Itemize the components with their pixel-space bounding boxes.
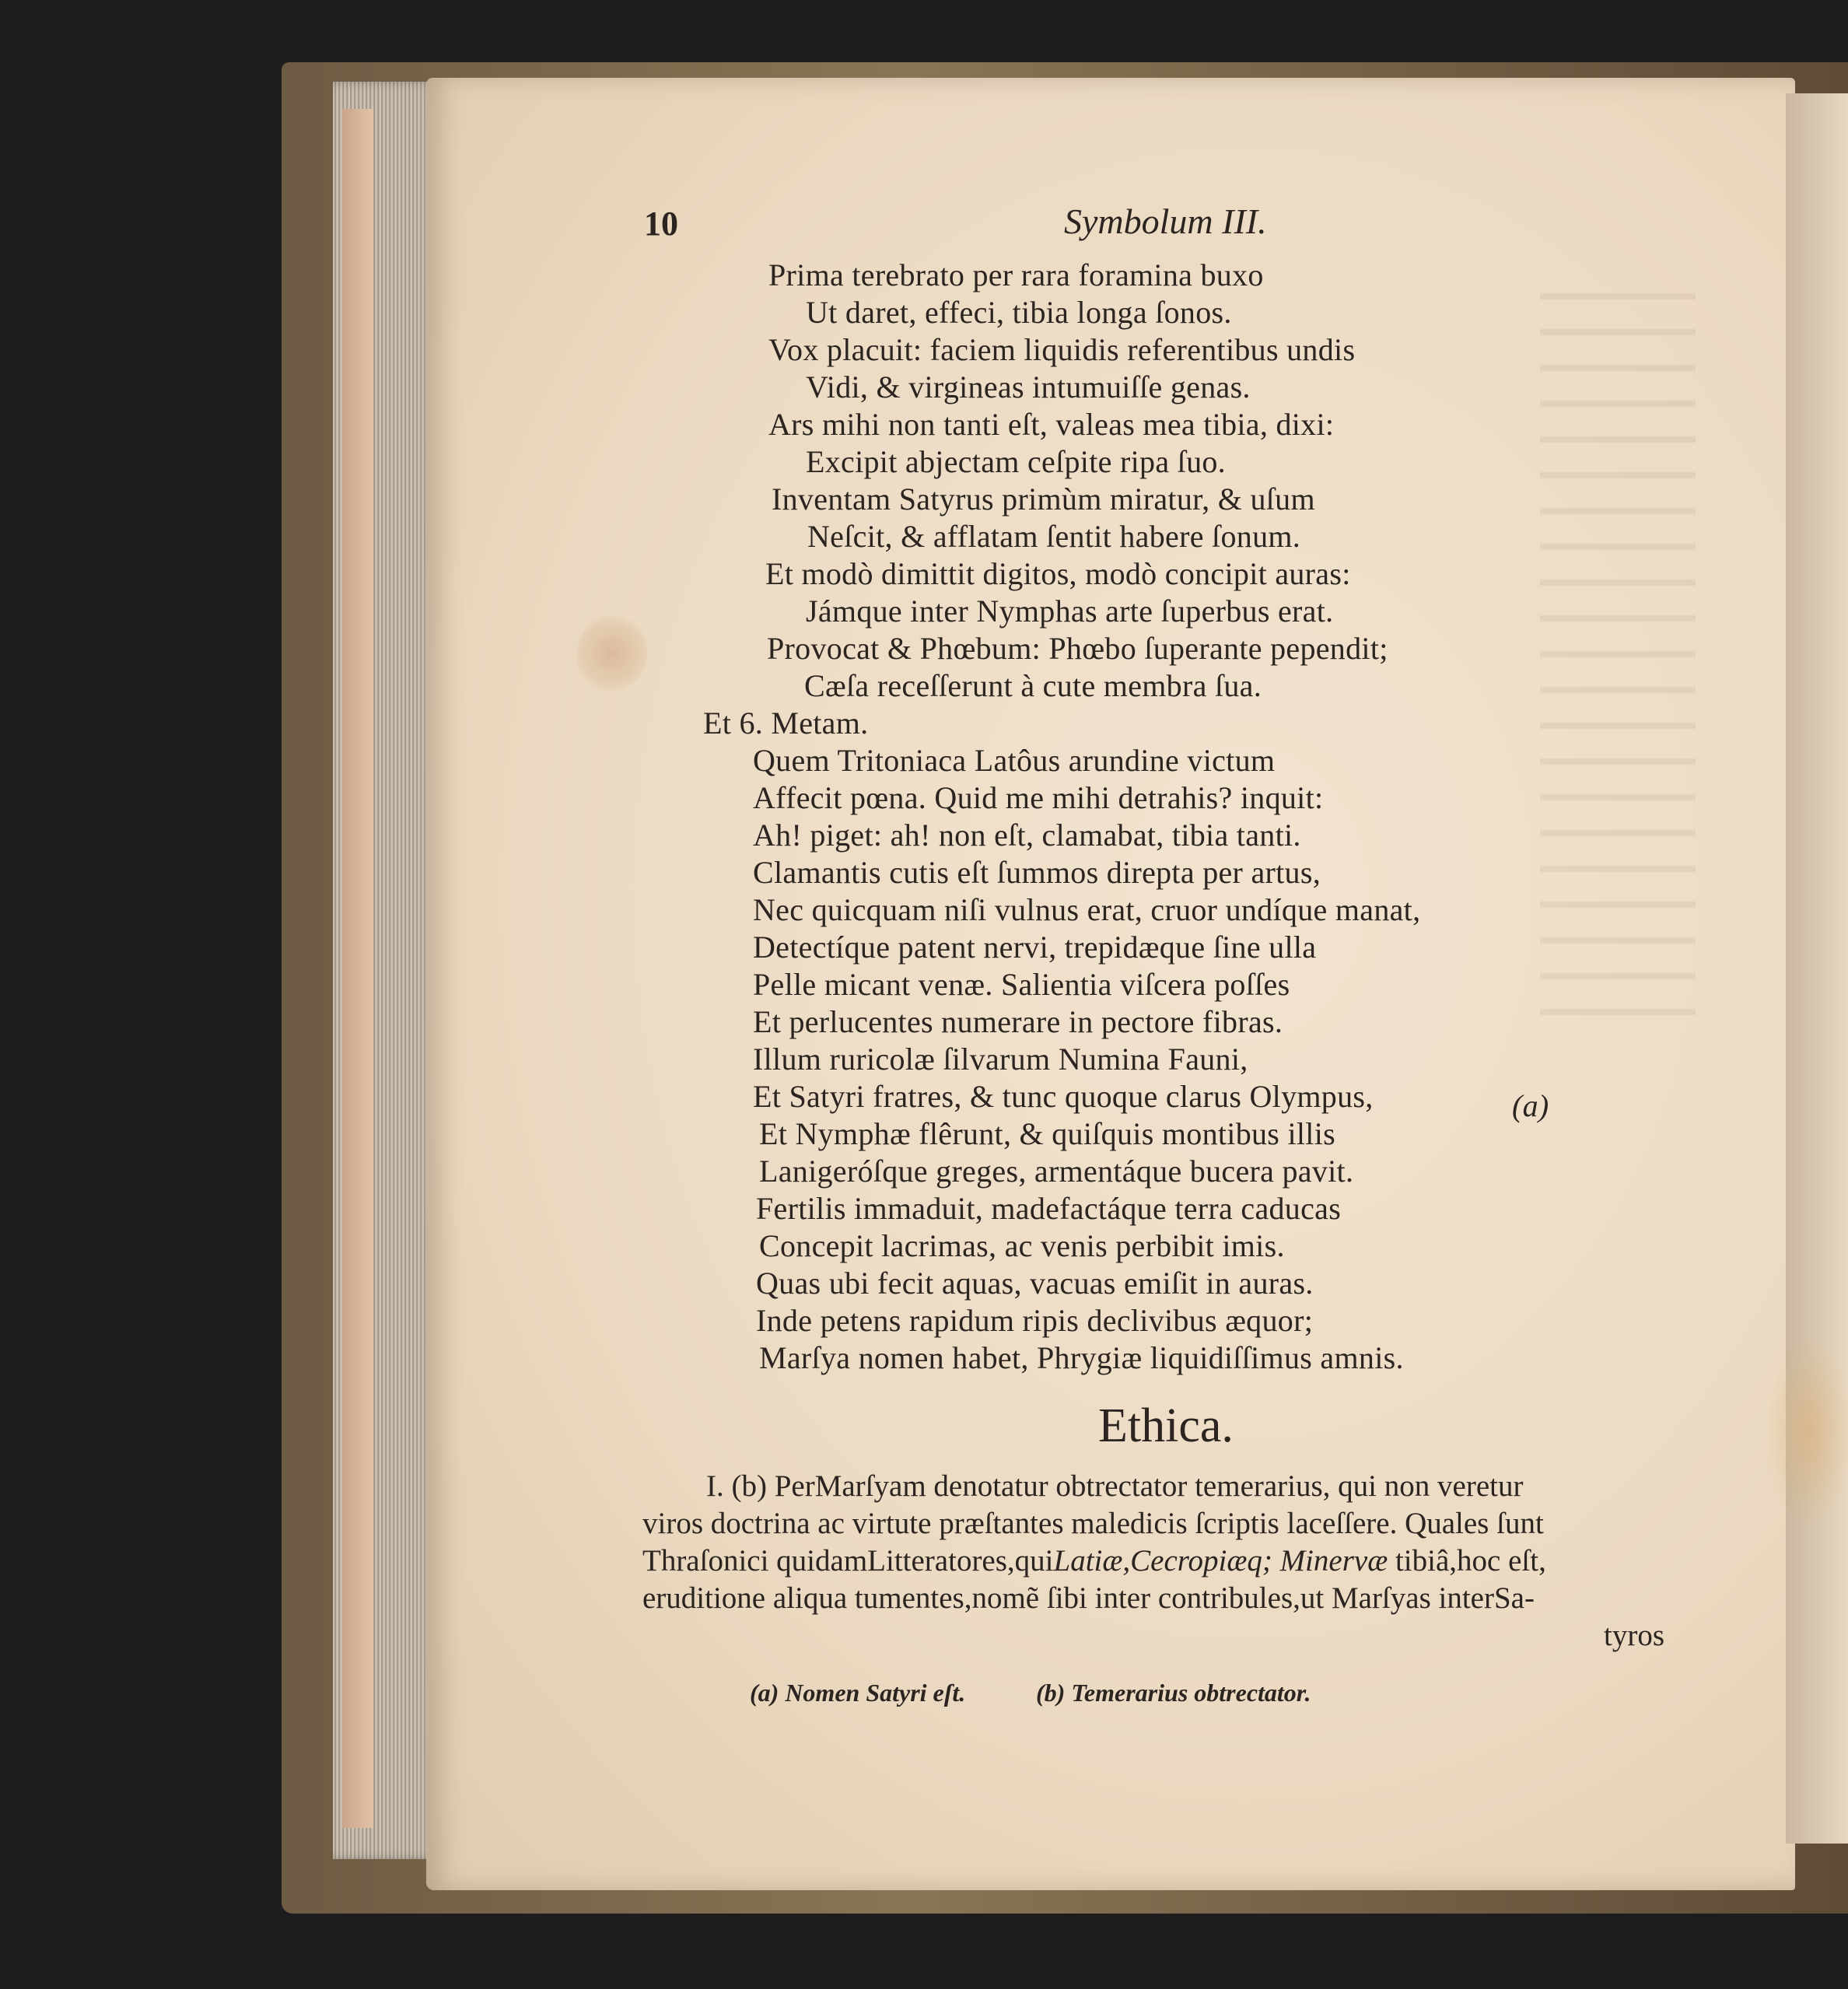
verse-line: Quem Tritoniaca Latôus arundine victum: [753, 743, 1276, 778]
verse-line: Clamantis cutis eſt ſummos direpta per artus,: [753, 855, 1321, 890]
verse-line: Lanigeróſque greges, armentáque bucera pavit.: [759, 1154, 1354, 1189]
verse-line: Quas ubi fecit aquas, vacuas emiſit in auras.: [756, 1266, 1314, 1301]
verse-line: Ars mihi non tanti eſt, valeas mea tibia, dixi:: [768, 407, 1335, 442]
verse-line: Jámque inter Nymphas arte ſuperbus erat.: [806, 594, 1334, 629]
verse-line: Excipit abjectam ceſpite ripa ſuo.: [806, 444, 1226, 479]
prose-text: Thraſonici quidamLitteratores,qui: [642, 1544, 1054, 1578]
verse-line: Pelle micant venæ. Salientia viſcera poſſes: [753, 967, 1290, 1002]
verse-line: Inde petens rapidum ripis declivibus æquor;: [756, 1303, 1314, 1338]
page-number: 10: [644, 205, 678, 243]
paper-stain: [1766, 1338, 1848, 1525]
prose-line: viros doctrina ac virtute præſtantes maledicis ſcriptis laceſſere. Quales ſunt: [642, 1507, 1544, 1540]
verse-line: Affecit pœna. Quid me mihi detrahis? inquit:: [753, 780, 1324, 815]
show-through-text: [1540, 264, 1696, 1042]
verse-line: Cæſa receſſerunt à cute membra ſua.: [804, 668, 1262, 703]
verse-line: Nec quicquam niſi vulnus erat, cruor undíque manat,: [753, 892, 1421, 927]
verse-line: Et modò dimittit digitos, modò concipit auras:: [765, 556, 1351, 591]
note-marker: (a): [1512, 1088, 1549, 1123]
verse-line: Ut daret, effeci, tibia longa ſonos.: [806, 295, 1232, 330]
footnote-a: (a) Nomen Satyri eſt.: [750, 1679, 966, 1707]
verse-line: Illum ruricolæ ſilvarum Numina Fauni,: [753, 1042, 1248, 1077]
verse-line: Marſya nomen habet, Phrygiæ liquidiſſimus amnis.: [759, 1340, 1404, 1375]
facing-page-edge: [1786, 93, 1848, 1844]
section-heading: Ethica.: [1098, 1399, 1234, 1452]
prose-text: tibiâ,hoc eſt,: [1388, 1544, 1546, 1578]
source-reference: Et 6. Metam.: [703, 706, 869, 741]
verse-line: Detectíque patent nervi, trepidæque ſine ulla: [753, 930, 1317, 965]
verse-line: Inventam Satyrus primùm miratur, & uſum: [772, 481, 1315, 517]
footnote-b: (b) Temerarius obtrectator.: [1036, 1679, 1311, 1707]
running-title: Symbolum III.: [1064, 201, 1267, 241]
verse-line: Prima terebrato per rara foramina buxo: [768, 257, 1264, 292]
prose-line: [642, 1543, 1546, 1578]
prose-line: eruditione aliqua tumentes,nomẽ ſibi inter contribules,ut Marſyas interSa-: [642, 1581, 1535, 1615]
catchword: tyros: [1604, 1619, 1664, 1652]
verse-line: Et Nymphæ flêrunt, & quiſquis montibus illis: [759, 1116, 1335, 1151]
verse-line: Vox placuit: faciem liquidis referentibus undis: [768, 332, 1356, 367]
verse-line: Provocat & Phœbum: Phœbo ſuperante pependit;: [767, 631, 1388, 666]
page-block-gilt-edge: [342, 109, 373, 1828]
prose-italic-text: Latiæ,Cecropiæq; Minervæ: [1053, 1544, 1388, 1578]
verse-line: Et Satyri fratres, & tunc quoque clarus Olympus,: [753, 1079, 1374, 1114]
verse-line: Ah! piget: ah! non eſt, clamabat, tibia tanti.: [753, 818, 1301, 853]
verse-line: Fertilis immaduit, madefactáque terra caducas: [756, 1191, 1342, 1226]
paper-stain: [577, 615, 647, 692]
verse-line: Vidi, & virgineas intumuiſſe genas.: [806, 369, 1251, 404]
verse-line: Concepit lacrimas, ac venis perbibit imis.: [759, 1228, 1285, 1263]
verse-line: Et perlucentes numerare in pectore fibras.: [753, 1004, 1283, 1039]
verse-line: Neſcit, & afflatam ſentit habere ſonum.: [807, 519, 1301, 554]
prose-line: I. (b) PerMarſyam denotatur obtrectator temerarius, qui non veretur: [706, 1469, 1524, 1503]
